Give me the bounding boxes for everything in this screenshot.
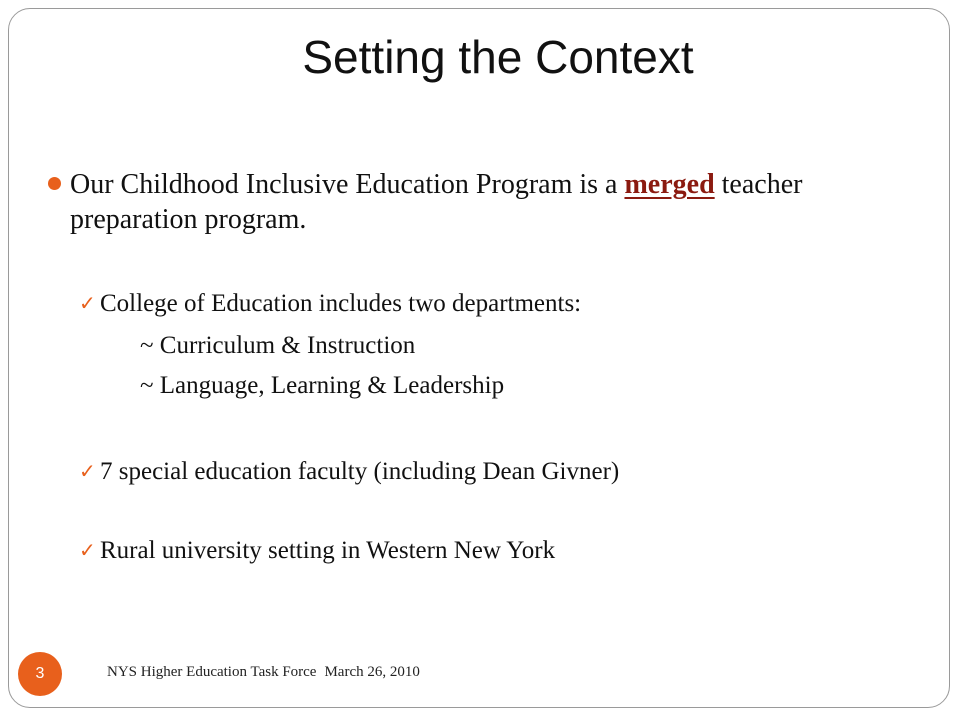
footer <box>107 664 420 681</box>
sub-item-college: College of Education includes two departments: <box>100 290 582 317</box>
footer-date: March 26, 2010 <box>324 664 420 680</box>
checkmark-icon: ✓ <box>79 538 96 562</box>
department-item-curriculum: ~ Curriculum & Instruction <box>140 332 416 359</box>
merged-emphasis: merged <box>624 169 715 200</box>
sub-item-rural: Rural university setting in Western New York <box>100 537 556 564</box>
department-item-language: ~ Language, Learning & Leadership <box>140 372 505 399</box>
checkmark-icon: ✓ <box>79 459 96 483</box>
checkmark-icon: ✓ <box>79 291 96 315</box>
footer-org: NYS Higher Education Task Force <box>107 664 317 680</box>
page-number-badge <box>18 652 62 696</box>
main-bullet-after: teacher preparation program. <box>70 169 803 235</box>
sub-item-faculty: 7 special education faculty (including Dean Givner) <box>100 458 620 485</box>
slide-title: Setting the Context <box>302 31 694 83</box>
round-bullet-icon <box>48 177 61 190</box>
page-number: 3 <box>35 665 45 682</box>
main-bullet-text <box>70 167 910 237</box>
main-bullet-before: Our Childhood Inclusive Education Program is a <box>70 169 625 200</box>
